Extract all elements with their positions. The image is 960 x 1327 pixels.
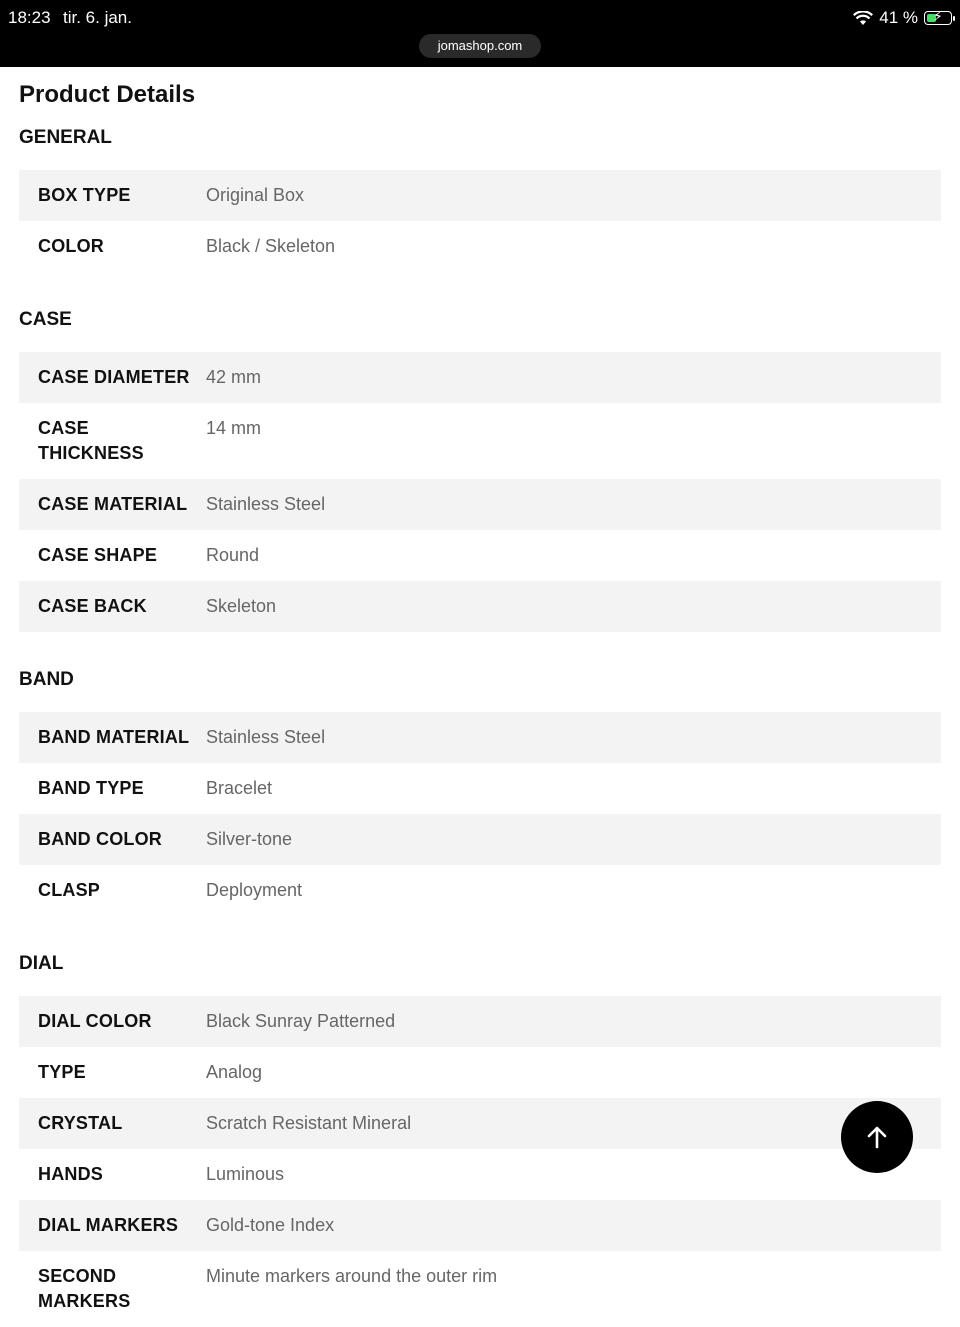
spec-row (19, 1251, 941, 1327)
spec-label: CASE DIAMETER (38, 367, 190, 387)
spec-value: Minute markers around the outer rim (206, 1266, 498, 1286)
product-details-panel (19, 67, 941, 1327)
arrow-up-icon (864, 1124, 890, 1150)
spec-row (19, 352, 941, 403)
spec-value: 14 mm (206, 418, 262, 438)
spec-value: Silver-tone (206, 829, 293, 849)
spec-label: CASE THICKNESS (38, 418, 144, 463)
page-title: Product Details (19, 81, 196, 108)
status-indicators (853, 8, 952, 28)
section-title: BAND (19, 669, 74, 690)
spec-row (19, 814, 941, 865)
spec-row (19, 403, 941, 479)
spec-row (19, 581, 941, 632)
spec-label: DIAL COLOR (38, 1011, 152, 1031)
status-date: tir. 6. jan. (63, 8, 132, 27)
spec-table (19, 996, 941, 1327)
spec-value: Stainless Steel (206, 494, 326, 514)
spec-value: Luminous (206, 1164, 285, 1184)
status-bar (0, 0, 960, 67)
spec-value: 42 mm (206, 367, 262, 387)
spec-row (19, 1200, 941, 1251)
spec-label: CASE SHAPE (38, 545, 158, 565)
spec-value: Original Box (206, 185, 305, 205)
spec-value: Deployment (206, 880, 303, 900)
spec-row (19, 170, 941, 221)
spec-table (19, 712, 941, 916)
url-bar[interactable]: jomashop.com (419, 34, 541, 58)
spec-value: Scratch Resistant Mineral (206, 1113, 412, 1133)
spec-row (19, 996, 941, 1047)
spec-label: BAND MATERIAL (38, 727, 190, 747)
spec-label: BAND COLOR (38, 829, 162, 849)
spec-label: CRYSTAL (38, 1113, 123, 1133)
section-case (19, 308, 941, 632)
battery-percent: 41 % (879, 8, 918, 27)
bolt-icon: ⚡ (933, 8, 943, 24)
spec-label: CASE MATERIAL (38, 494, 188, 514)
spec-row (19, 221, 941, 272)
battery-charging-icon (924, 8, 952, 25)
section-dial (19, 952, 941, 1327)
spec-value: Analog (206, 1062, 263, 1082)
spec-label: BOX TYPE (38, 185, 131, 205)
spec-value: Bracelet (206, 778, 273, 798)
section-band (19, 668, 941, 916)
section-general (19, 126, 941, 272)
status-time: 18:23 (8, 8, 51, 27)
scroll-to-top-button[interactable] (841, 1101, 913, 1173)
spec-row (19, 1149, 941, 1200)
spec-row (19, 763, 941, 814)
spec-value: Stainless Steel (206, 727, 326, 747)
spec-label: COLOR (38, 236, 104, 256)
section-title: CASE (19, 309, 72, 330)
spec-row (19, 1047, 941, 1098)
spec-table (19, 170, 941, 272)
spec-label: CLASP (38, 880, 101, 900)
spec-value: Black / Skeleton (206, 236, 336, 256)
spec-label: DIAL MARKERS (38, 1215, 179, 1235)
spec-label: CASE BACK (38, 596, 147, 616)
spec-row (19, 865, 941, 916)
battery-tip (953, 16, 955, 21)
section-title: GENERAL (19, 127, 112, 148)
spec-table (19, 352, 941, 632)
spec-row (19, 1098, 941, 1149)
spec-label: HANDS (38, 1164, 104, 1184)
spec-row (19, 712, 941, 763)
spec-row (19, 479, 941, 530)
spec-row (19, 530, 941, 581)
spec-sections (19, 126, 941, 1327)
wifi-icon (853, 11, 873, 26)
spec-label: SECOND MARKERS (38, 1266, 131, 1311)
spec-label: TYPE (38, 1062, 86, 1082)
spec-value: Gold-tone Index (206, 1215, 335, 1235)
spec-value: Black Sunray Patterned (206, 1011, 396, 1031)
spec-label: BAND TYPE (38, 778, 144, 798)
section-title: DIAL (19, 953, 64, 974)
spec-value: Round (206, 545, 260, 565)
spec-value: Skeleton (206, 596, 277, 616)
